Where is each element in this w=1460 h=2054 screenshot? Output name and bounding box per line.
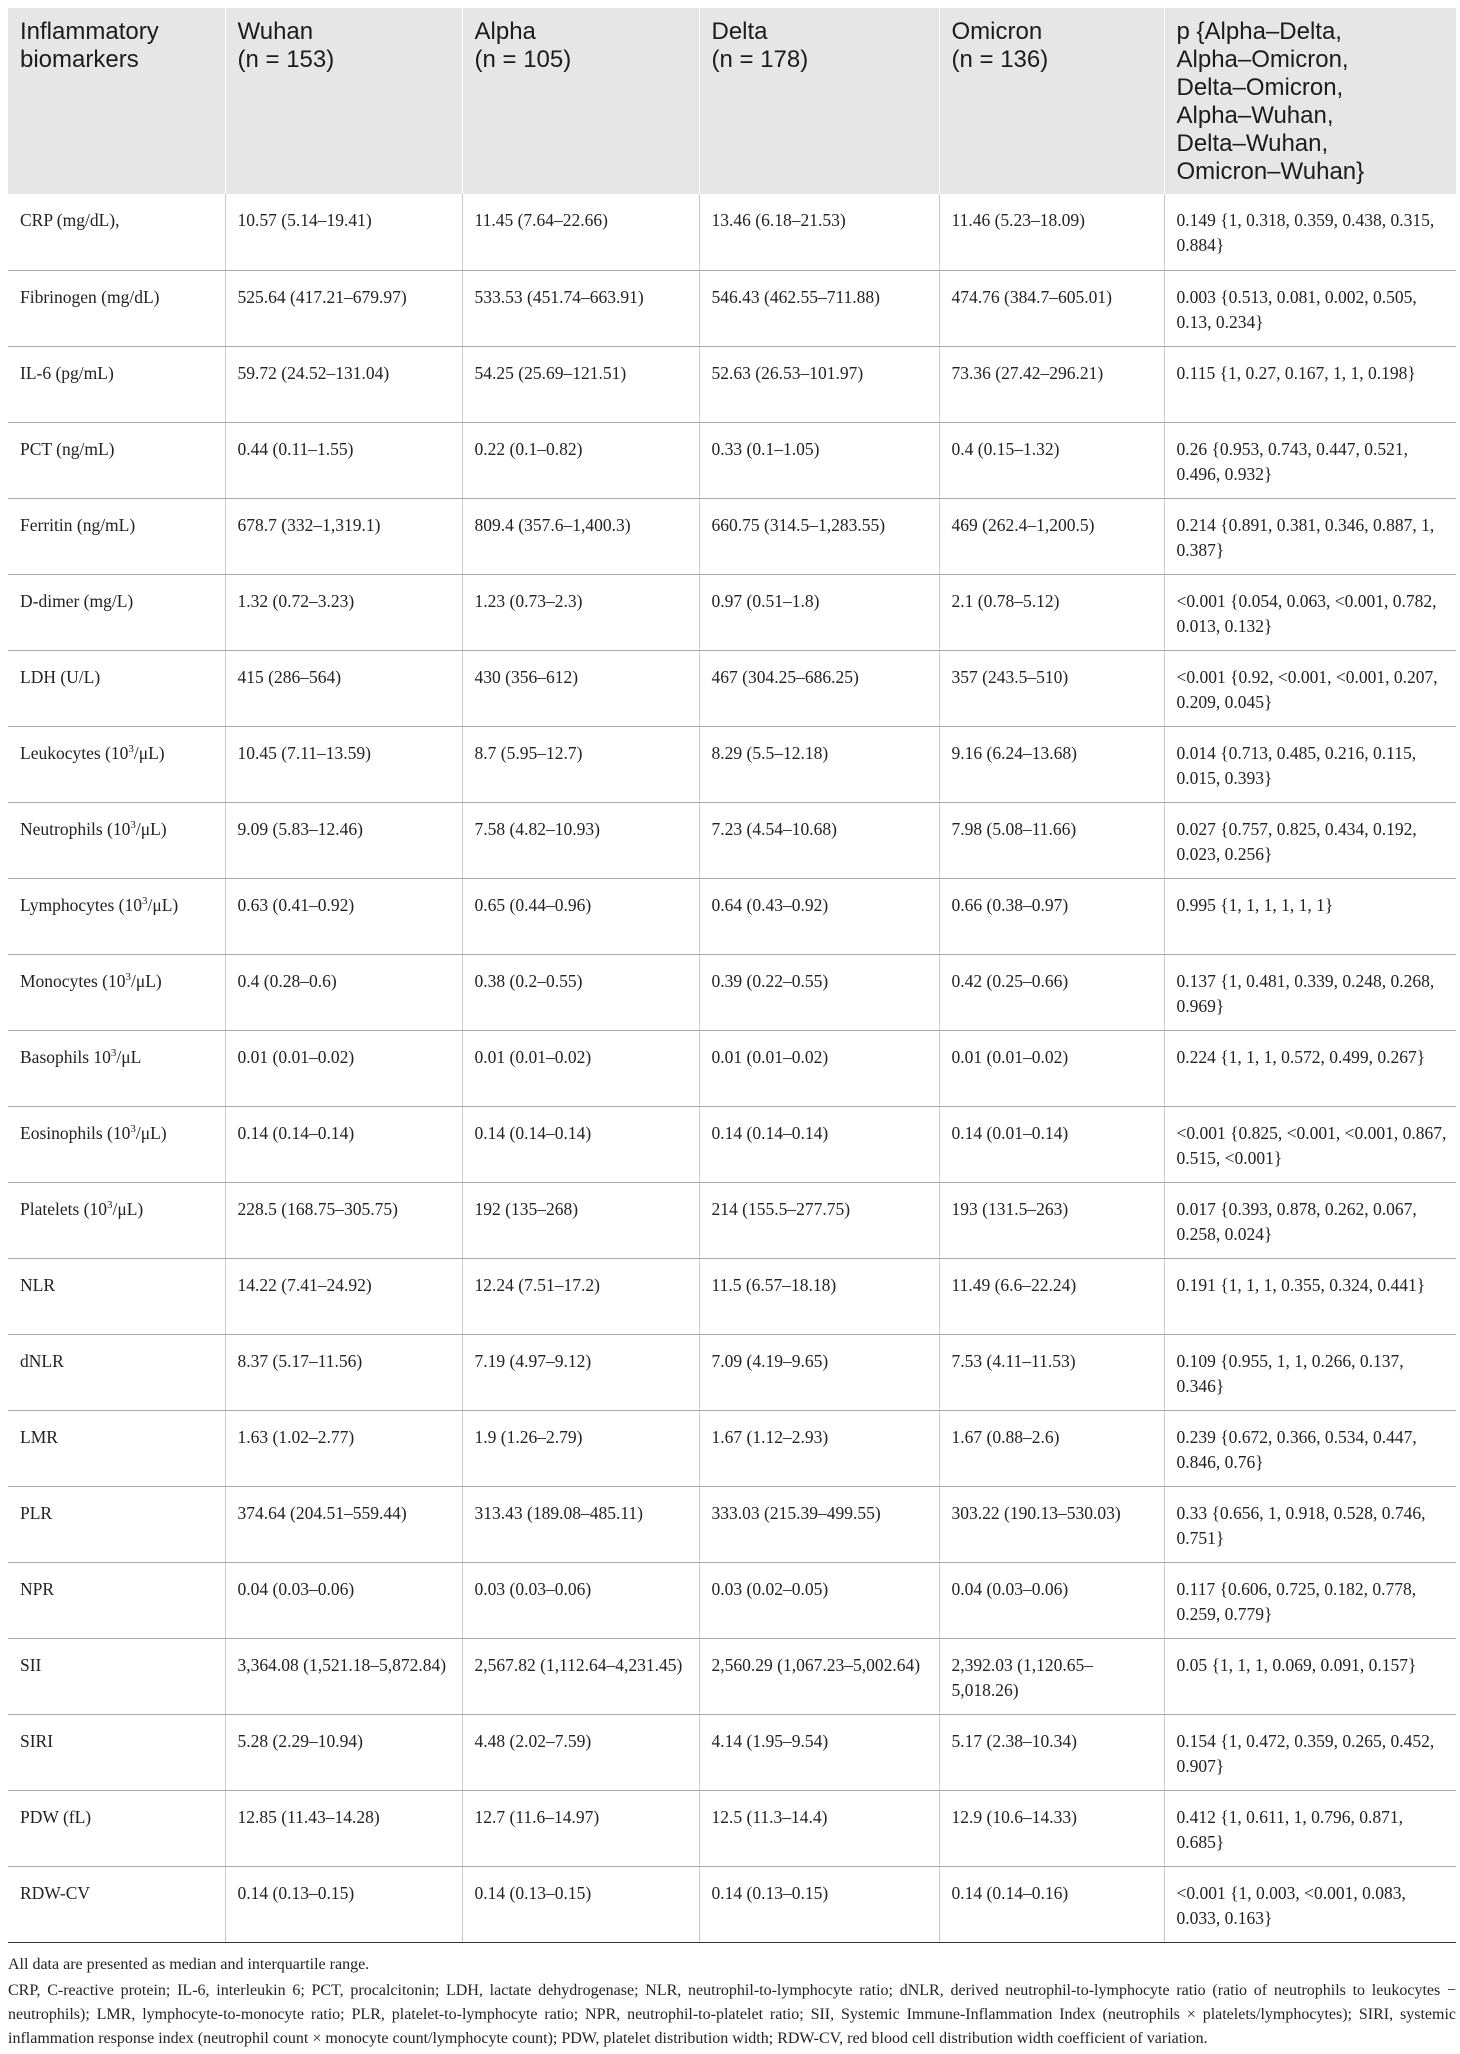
table-row	[8, 1106, 1456, 1182]
omicron-value-cell: 7.98 (5.08–11.66)	[939, 802, 1164, 878]
wuhan-value-cell: 0.4 (0.28–0.6)	[225, 954, 462, 1030]
table-row	[8, 650, 1456, 726]
table-row	[8, 574, 1456, 650]
unit-exponent: 3	[130, 1122, 136, 1135]
p-value-cell: 0.191 {1, 1, 1, 0.355, 0.324, 0.441}	[1164, 1258, 1456, 1334]
omicron-value-cell: 1.67 (0.88–2.6)	[939, 1410, 1164, 1486]
biomarker-name-cell	[8, 1030, 225, 1106]
biomarker-name-cell	[8, 1106, 225, 1182]
table-row	[8, 954, 1456, 1030]
biomarker-name: dNLR	[20, 1350, 64, 1371]
table-row	[8, 1486, 1456, 1562]
alpha-value-cell: 2,567.82 (1,112.64–4,231.45)	[462, 1638, 699, 1714]
footnote: All data are presented as median and interquartile range.	[8, 1955, 370, 1973]
biomarker-name-cell	[8, 1714, 225, 1790]
delta-value-cell: 11.5 (6.57–18.18)	[699, 1258, 939, 1334]
table-row	[8, 1866, 1456, 1942]
header-row	[8, 8, 1456, 194]
header-line: (n = 136)	[951, 46, 1049, 73]
delta-value-cell: 333.03 (215.39–499.55)	[699, 1486, 939, 1562]
footnote: CRP, C-reactive protein; IL-6, interleukin 6; PCT, procalcitonin; LDH, lactate dehydrogenase; NLR, neutrophil-to-lymphocyte ratio; dNLR, derived neutrophil-to-lymphocyte ratio (ratio of neutrophils to leukocytes − neutrophils); LMR, lymphocyte-to-monocyte ratio; PLR, platelet-to-lymphocyte ratio; NPR, neutrophil-to-platelet ratio; SII, Systemic Immune-Inflammation Index (neutrophils × platelets/lymphocytes); SIRI, systemic inflammation response index (neutrophil count × monocyte count/lymphocyte count); PDW, platelet distribution width; RDW-CV, red blood cell distribution width coefficient of variation.	[8, 1981, 1456, 2047]
wuhan-value-cell: 1.63 (1.02–2.77)	[225, 1410, 462, 1486]
unit-exponent: 3	[107, 1198, 113, 1211]
alpha-value-cell: 54.25 (25.69–121.51)	[462, 346, 699, 422]
table-header	[8, 8, 1456, 194]
biomarker-name-cell	[8, 650, 225, 726]
p-value-cell: 0.117 {0.606, 0.725, 0.182, 0.778, 0.259, 0.779}	[1164, 1562, 1456, 1638]
unit-exponent: 3	[130, 818, 136, 831]
p-value-cell: 0.027 {0.757, 0.825, 0.434, 0.192, 0.023, 0.256}	[1164, 802, 1456, 878]
omicron-value-cell: 303.22 (190.13–530.03)	[939, 1486, 1164, 1562]
p-value-cell: 0.214 {0.891, 0.381, 0.346, 0.887, 1, 0.387}	[1164, 498, 1456, 574]
p-value-cell: <0.001 {0.825, <0.001, <0.001, 0.867, 0.515, <0.001}	[1164, 1106, 1456, 1182]
alpha-value-cell: 11.45 (7.64–22.66)	[462, 194, 699, 270]
alpha-value-cell: 12.7 (11.6–14.97)	[462, 1790, 699, 1866]
delta-value-cell: 7.23 (4.54–10.68)	[699, 802, 939, 878]
header-line: Wuhan	[237, 18, 314, 45]
wuhan-value-cell: 0.14 (0.14–0.14)	[225, 1106, 462, 1182]
delta-value-cell: 0.39 (0.22–0.55)	[699, 954, 939, 1030]
biomarker-name: Leukocytes (10	[20, 742, 129, 763]
omicron-value-cell: 2.1 (0.78–5.12)	[939, 574, 1164, 650]
omicron-value-cell: 12.9 (10.6–14.33)	[939, 1790, 1164, 1866]
header-line: Alpha	[474, 18, 536, 45]
omicron-value-cell: 5.17 (2.38–10.34)	[939, 1714, 1164, 1790]
alpha-value-cell: 0.03 (0.03–0.06)	[462, 1562, 699, 1638]
omicron-value-cell: 11.49 (6.6–22.24)	[939, 1258, 1164, 1334]
biomarker-unit-suffix: /μL)	[135, 818, 167, 839]
biomarker-name: NLR	[20, 1274, 55, 1295]
wuhan-value-cell: 9.09 (5.83–12.46)	[225, 802, 462, 878]
delta-value-cell: 0.64 (0.43–0.92)	[699, 878, 939, 954]
omicron-value-cell: 0.04 (0.03–0.06)	[939, 1562, 1164, 1638]
header-line: Inflammatory	[20, 18, 159, 45]
p-value-cell: <0.001 {0.92, <0.001, <0.001, 0.207, 0.209, 0.045}	[1164, 650, 1456, 726]
header-omicron	[939, 8, 1164, 194]
omicron-value-cell: 0.66 (0.38–0.97)	[939, 878, 1164, 954]
biomarker-name: Basophils 10	[20, 1046, 111, 1067]
biomarker-name-cell	[8, 726, 225, 802]
header-line: (n = 153)	[237, 46, 335, 73]
omicron-value-cell: 0.4 (0.15–1.32)	[939, 422, 1164, 498]
table-row	[8, 726, 1456, 802]
biomarker-name: IL-6 (pg/mL)	[20, 362, 114, 383]
wuhan-value-cell: 3,364.08 (1,521.18–5,872.84)	[225, 1638, 462, 1714]
header-delta	[699, 8, 939, 194]
omicron-value-cell: 0.14 (0.01–0.14)	[939, 1106, 1164, 1182]
header-line: Delta–Omicron,	[1176, 74, 1344, 101]
header-wuhan	[225, 8, 462, 194]
header-line: Delta	[711, 18, 768, 45]
p-value-cell: 0.26 {0.953, 0.743, 0.447, 0.521, 0.496, 0.932}	[1164, 422, 1456, 498]
biomarker-name-cell	[8, 1790, 225, 1866]
table-row	[8, 1714, 1456, 1790]
delta-value-cell: 0.03 (0.02–0.05)	[699, 1562, 939, 1638]
delta-value-cell: 1.67 (1.12–2.93)	[699, 1410, 939, 1486]
biomarker-unit-suffix: /μL)	[130, 970, 162, 991]
delta-value-cell: 0.33 (0.1–1.05)	[699, 422, 939, 498]
header-line: Omicron–Wuhan}	[1176, 158, 1365, 185]
biomarker-name-cell	[8, 1182, 225, 1258]
table-row	[8, 1410, 1456, 1486]
delta-value-cell: 0.97 (0.51–1.8)	[699, 574, 939, 650]
alpha-value-cell: 1.9 (1.26–2.79)	[462, 1410, 699, 1486]
p-value-cell: 0.017 {0.393, 0.878, 0.262, 0.067, 0.258, 0.024}	[1164, 1182, 1456, 1258]
wuhan-value-cell: 10.57 (5.14–19.41)	[225, 194, 462, 270]
p-value-cell: 0.003 {0.513, 0.081, 0.002, 0.505, 0.13, 0.234}	[1164, 270, 1456, 346]
biomarker-name-cell	[8, 1866, 225, 1942]
biomarker-name: NPR	[20, 1578, 55, 1599]
biomarker-name-cell	[8, 1258, 225, 1334]
biomarker-name-cell	[8, 1562, 225, 1638]
biomarker-name-cell	[8, 954, 225, 1030]
biomarker-name-cell	[8, 346, 225, 422]
p-value-cell: 0.154 {1, 0.472, 0.359, 0.265, 0.452, 0.907}	[1164, 1714, 1456, 1790]
omicron-value-cell: 0.42 (0.25–0.66)	[939, 954, 1164, 1030]
delta-value-cell: 546.43 (462.55–711.88)	[699, 270, 939, 346]
biomarker-name: CRP (mg/dL),	[20, 210, 120, 230]
alpha-value-cell: 0.14 (0.14–0.14)	[462, 1106, 699, 1182]
biomarker-name-cell	[8, 1410, 225, 1486]
header-line: p {Alpha–Delta,	[1176, 18, 1342, 45]
table-row	[8, 1182, 1456, 1258]
p-value-cell: 0.05 {1, 1, 1, 0.069, 0.091, 0.157}	[1164, 1638, 1456, 1714]
unit-exponent: 3	[125, 970, 131, 983]
biomarker-name-cell	[8, 270, 225, 346]
header-p-value	[1164, 8, 1456, 194]
omicron-value-cell: 7.53 (4.11–11.53)	[939, 1334, 1164, 1410]
unit-exponent: 3	[142, 894, 148, 907]
delta-value-cell: 214 (155.5–277.75)	[699, 1182, 939, 1258]
wuhan-value-cell: 1.32 (0.72–3.23)	[225, 574, 462, 650]
omicron-value-cell: 474.76 (384.7–605.01)	[939, 270, 1164, 346]
delta-value-cell: 0.14 (0.14–0.14)	[699, 1106, 939, 1182]
table-body	[8, 194, 1456, 1942]
alpha-value-cell: 0.01 (0.01–0.02)	[462, 1030, 699, 1106]
delta-value-cell: 8.29 (5.5–12.18)	[699, 726, 939, 802]
biomarker-name-cell	[8, 1334, 225, 1410]
table-row	[8, 422, 1456, 498]
wuhan-value-cell: 5.28 (2.29–10.94)	[225, 1714, 462, 1790]
biomarker-name-cell	[8, 498, 225, 574]
omicron-value-cell: 469 (262.4–1,200.5)	[939, 498, 1164, 574]
alpha-value-cell: 430 (356–612)	[462, 650, 699, 726]
table-row	[8, 346, 1456, 422]
biomarker-unit-suffix: /μL)	[112, 1198, 144, 1219]
wuhan-value-cell: 59.72 (24.52–131.04)	[225, 346, 462, 422]
biomarker-name: Fibrinogen (mg/dL)	[20, 286, 160, 307]
biomarker-name: D-dimer (mg/L)	[20, 590, 134, 611]
table-row	[8, 194, 1456, 270]
biomarker-name-cell	[8, 878, 225, 954]
table-row	[8, 1562, 1456, 1638]
alpha-value-cell: 0.38 (0.2–0.55)	[462, 954, 699, 1030]
omicron-value-cell: 2,392.03 (1,120.65–5,018.26)	[939, 1638, 1164, 1714]
biomarker-name: PLR	[20, 1502, 53, 1523]
table-row	[8, 878, 1456, 954]
table-row	[8, 802, 1456, 878]
table-row	[8, 1258, 1456, 1334]
p-value-cell: 0.239 {0.672, 0.366, 0.534, 0.447, 0.846, 0.76}	[1164, 1410, 1456, 1486]
p-value-cell: <0.001 {0.054, 0.063, <0.001, 0.782, 0.013, 0.132}	[1164, 574, 1456, 650]
alpha-value-cell: 313.43 (189.08–485.11)	[462, 1486, 699, 1562]
header-line: Alpha–Wuhan,	[1176, 102, 1334, 129]
biomarker-unit-suffix: /μL)	[133, 742, 165, 763]
biomarker-name-cell	[8, 194, 225, 270]
biomarker-name: LDH (U/L)	[20, 666, 101, 687]
p-value-cell: 0.224 {1, 1, 1, 0.572, 0.499, 0.267}	[1164, 1030, 1456, 1106]
wuhan-value-cell: 8.37 (5.17–11.56)	[225, 1334, 462, 1410]
table-row	[8, 1638, 1456, 1714]
biomarkers-table	[8, 8, 1456, 1943]
p-value-cell: 0.109 {0.955, 1, 1, 0.266, 0.137, 0.346}	[1164, 1334, 1456, 1410]
header-line: (n = 105)	[474, 46, 572, 73]
wuhan-value-cell: 374.64 (204.51–559.44)	[225, 1486, 462, 1562]
header-line: Alpha–Omicron,	[1176, 46, 1349, 73]
omicron-value-cell: 357 (243.5–510)	[939, 650, 1164, 726]
alpha-value-cell: 12.24 (7.51–17.2)	[462, 1258, 699, 1334]
alpha-value-cell: 0.65 (0.44–0.96)	[462, 878, 699, 954]
p-value-cell: 0.33 {0.656, 1, 0.918, 0.528, 0.746, 0.751}	[1164, 1486, 1456, 1562]
alpha-value-cell: 0.22 (0.1–0.82)	[462, 422, 699, 498]
unit-exponent: 3	[128, 742, 134, 755]
table-footnotes	[8, 1953, 1456, 2051]
alpha-value-cell: 7.19 (4.97–9.12)	[462, 1334, 699, 1410]
alpha-value-cell: 533.53 (451.74–663.91)	[462, 270, 699, 346]
biomarker-name-cell	[8, 802, 225, 878]
header-biomarkers	[8, 8, 225, 194]
p-value-cell: 0.995 {1, 1, 1, 1, 1, 1}	[1164, 878, 1456, 954]
omicron-value-cell: 9.16 (6.24–13.68)	[939, 726, 1164, 802]
alpha-value-cell: 7.58 (4.82–10.93)	[462, 802, 699, 878]
biomarker-name-cell	[8, 1486, 225, 1562]
p-value-cell: 0.412 {1, 0.611, 1, 0.796, 0.871, 0.685}	[1164, 1790, 1456, 1866]
delta-value-cell: 52.63 (26.53–101.97)	[699, 346, 939, 422]
biomarker-name-cell	[8, 574, 225, 650]
biomarker-name-cell	[8, 422, 225, 498]
table-row	[8, 498, 1456, 574]
delta-value-cell: 2,560.29 (1,067.23–5,002.64)	[699, 1638, 939, 1714]
biomarker-name: PCT (ng/mL)	[20, 438, 115, 459]
biomarker-unit-suffix: /μL	[116, 1046, 142, 1067]
alpha-value-cell: 809.4 (357.6–1,400.3)	[462, 498, 699, 574]
wuhan-value-cell: 10.45 (7.11–13.59)	[225, 726, 462, 802]
delta-value-cell: 7.09 (4.19–9.65)	[699, 1334, 939, 1410]
table-row	[8, 1790, 1456, 1866]
delta-value-cell: 467 (304.25–686.25)	[699, 650, 939, 726]
biomarker-name: Eosinophils (10	[20, 1122, 131, 1143]
biomarker-name: Neutrophils (10	[20, 818, 131, 839]
biomarker-name: SII	[20, 1654, 42, 1675]
header-line: Delta–Wuhan,	[1176, 130, 1329, 157]
wuhan-value-cell: 415 (286–564)	[225, 650, 462, 726]
document-page	[8, 8, 1456, 2053]
alpha-value-cell: 192 (135–268)	[462, 1182, 699, 1258]
wuhan-value-cell: 12.85 (11.43–14.28)	[225, 1790, 462, 1866]
omicron-value-cell: 73.36 (27.42–296.21)	[939, 346, 1164, 422]
header-line: (n = 178)	[711, 46, 809, 73]
omicron-value-cell: 0.14 (0.14–0.16)	[939, 1866, 1164, 1942]
omicron-value-cell: 11.46 (5.23–18.09)	[939, 194, 1164, 270]
biomarker-name: Ferritin (ng/mL)	[20, 514, 136, 535]
header-line: biomarkers	[20, 46, 139, 73]
table-row	[8, 1030, 1456, 1106]
biomarker-name-cell	[8, 1638, 225, 1714]
biomarker-unit-suffix: /μL)	[135, 1122, 167, 1143]
wuhan-value-cell: 0.14 (0.13–0.15)	[225, 1866, 462, 1942]
wuhan-value-cell: 525.64 (417.21–679.97)	[225, 270, 462, 346]
p-value-cell: <0.001 {1, 0.003, <0.001, 0.083, 0.033, 0.163}	[1164, 1866, 1456, 1942]
wuhan-value-cell: 0.04 (0.03–0.06)	[225, 1562, 462, 1638]
unit-exponent: 3	[110, 1046, 117, 1059]
delta-value-cell: 0.01 (0.01–0.02)	[699, 1030, 939, 1106]
delta-value-cell: 13.46 (6.18–21.53)	[699, 194, 939, 270]
delta-value-cell: 12.5 (11.3–14.4)	[699, 1790, 939, 1866]
wuhan-value-cell: 0.01 (0.01–0.02)	[225, 1030, 462, 1106]
biomarker-unit-suffix: /μL)	[147, 894, 179, 915]
alpha-value-cell: 0.14 (0.13–0.15)	[462, 1866, 699, 1942]
delta-value-cell: 4.14 (1.95–9.54)	[699, 1714, 939, 1790]
header-alpha	[462, 8, 699, 194]
p-value-cell: 0.115 {1, 0.27, 0.167, 1, 1, 0.198}	[1164, 346, 1456, 422]
table-row	[8, 270, 1456, 346]
biomarker-name: PDW (fL)	[20, 1806, 92, 1827]
omicron-value-cell: 193 (131.5–263)	[939, 1182, 1164, 1258]
omicron-value-cell: 0.01 (0.01–0.02)	[939, 1030, 1164, 1106]
wuhan-value-cell: 0.63 (0.41–0.92)	[225, 878, 462, 954]
alpha-value-cell: 4.48 (2.02–7.59)	[462, 1714, 699, 1790]
table-row	[8, 1334, 1456, 1410]
alpha-value-cell: 1.23 (0.73–2.3)	[462, 574, 699, 650]
biomarker-name: SIRI	[20, 1730, 54, 1751]
delta-value-cell: 0.14 (0.13–0.15)	[699, 1866, 939, 1942]
wuhan-value-cell: 678.7 (332–1,319.1)	[225, 498, 462, 574]
p-value-cell: 0.014 {0.713, 0.485, 0.216, 0.115, 0.015, 0.393}	[1164, 726, 1456, 802]
alpha-value-cell: 8.7 (5.95–12.7)	[462, 726, 699, 802]
wuhan-value-cell: 14.22 (7.41–24.92)	[225, 1258, 462, 1334]
p-value-cell: 0.137 {1, 0.481, 0.339, 0.248, 0.268, 0.969}	[1164, 954, 1456, 1030]
p-value-cell: 0.149 {1, 0.318, 0.359, 0.438, 0.315, 0.884}	[1164, 194, 1456, 270]
biomarker-name: RDW-CV	[20, 1882, 90, 1903]
delta-value-cell: 660.75 (314.5–1,283.55)	[699, 498, 939, 574]
biomarker-name: Monocytes (10	[20, 970, 126, 991]
biomarker-name: Platelets (10	[20, 1198, 107, 1219]
wuhan-value-cell: 0.44 (0.11–1.55)	[225, 422, 462, 498]
biomarker-name: LMR	[20, 1426, 58, 1447]
header-line: Omicron	[951, 18, 1043, 45]
biomarker-name: Lymphocytes (10	[20, 894, 142, 915]
wuhan-value-cell: 228.5 (168.75–305.75)	[225, 1182, 462, 1258]
